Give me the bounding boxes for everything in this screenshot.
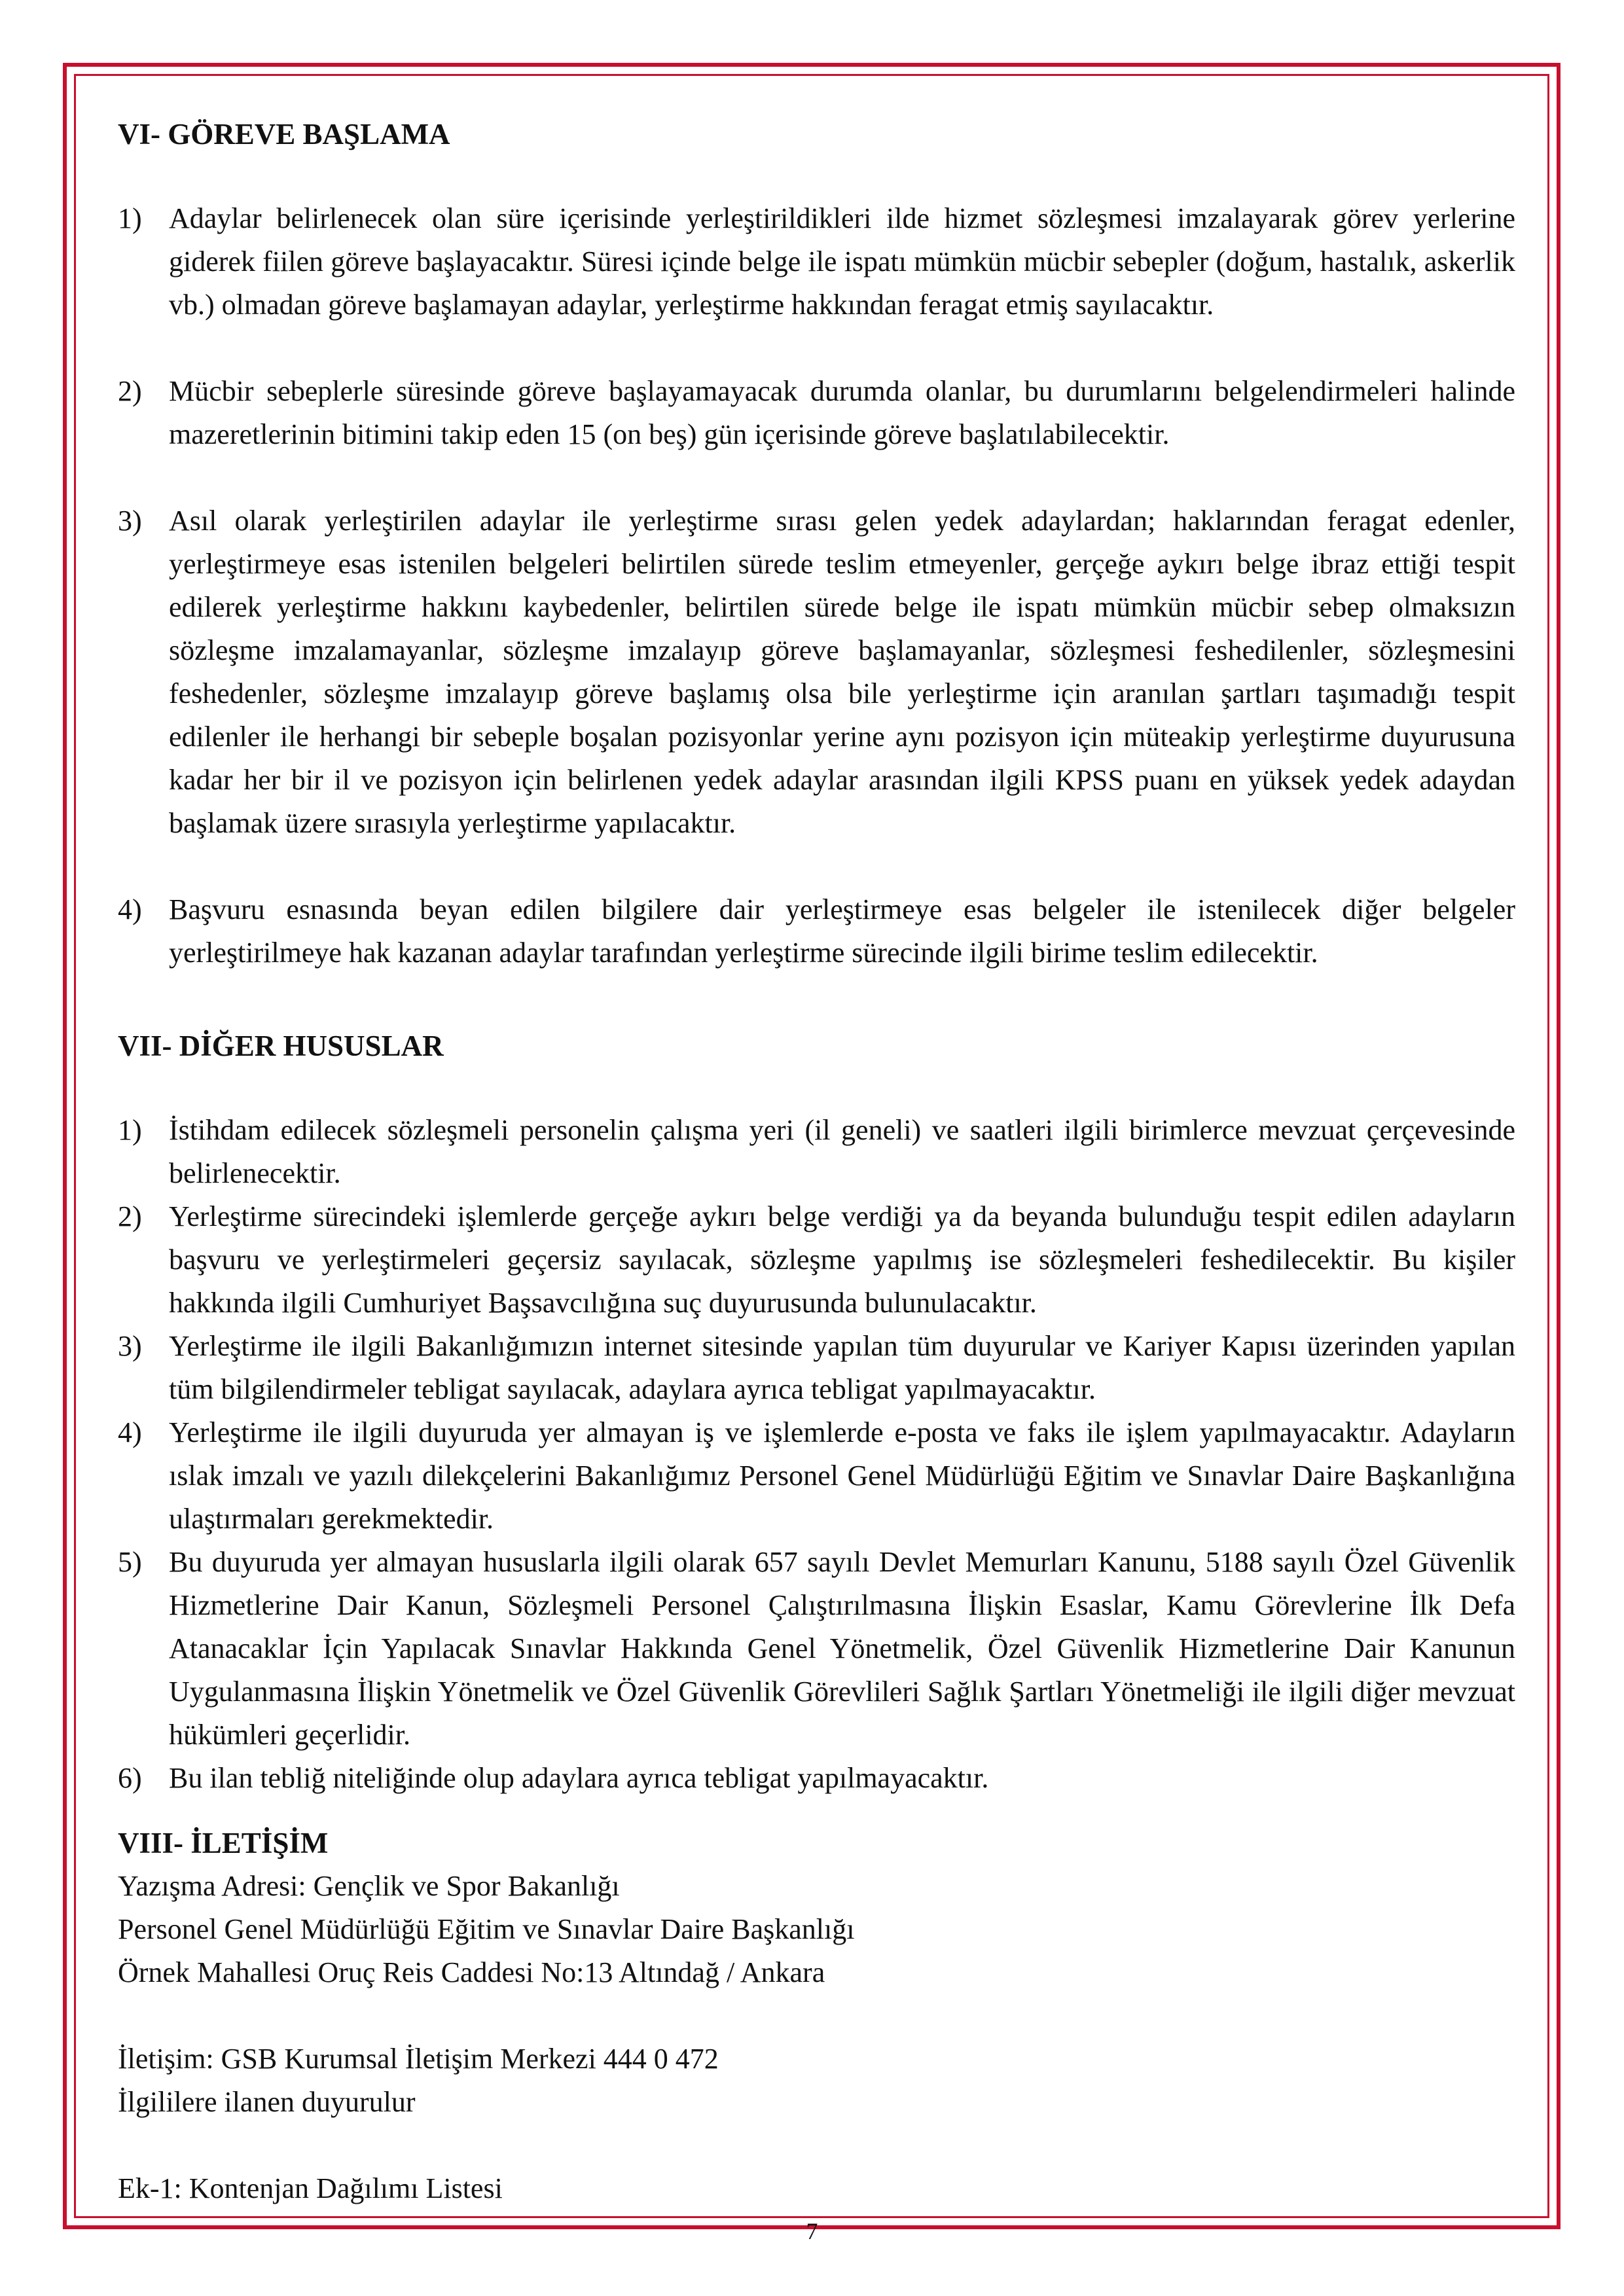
item-number: 5)	[118, 1546, 142, 1578]
section-7-heading: VII- DİĞER HUSUSLAR	[118, 1030, 444, 1062]
contact-line: İletişim: GSB Kurumsal İletişim Merkezi 444 0 472	[118, 2043, 719, 2075]
section-6-item-2	[118, 370, 1515, 456]
section-6-heading: VI- GÖREVE BAŞLAMA	[118, 118, 450, 151]
item-number: 4)	[118, 893, 142, 925]
section-7-item-1	[118, 1109, 1515, 1195]
item-number: 3)	[118, 1330, 142, 1362]
section-7-item-6	[118, 1757, 1515, 1800]
section-6-item-1	[118, 197, 1515, 327]
address-line-3: Örnek Mahallesi Oruç Reis Caddesi No:13 Altındağ / Ankara	[118, 1956, 825, 1988]
item-number: 3)	[118, 505, 142, 537]
item-text: Bu ilan tebliğ niteliğinde olup adaylara ayrıca tebligat yapılmayacaktır.	[169, 1762, 989, 1794]
section-8-heading: VIII- İLETİŞİM	[118, 1827, 329, 1859]
section-7-item-3	[118, 1325, 1515, 1411]
item-number: 4)	[118, 1416, 142, 1448]
item-number: 6)	[118, 1762, 142, 1794]
annex-line: Ek-1: Kontenjan Dağılımı Listesi	[118, 2172, 503, 2204]
section-7-item-4	[118, 1411, 1515, 1541]
section-7-item-5	[118, 1541, 1515, 1757]
item-text: Mücbir sebeplerle süresinde göreve başlayamayacak durumda olanlar, bu durumlarını belgelendirmeleri halinde mazeretlerinin bitimini takip eden 15 (on beş) gün içerisinde göreve başlatılabilecektir.	[169, 375, 1515, 450]
section-7-item-2	[118, 1195, 1515, 1325]
item-number: 1)	[118, 1114, 142, 1146]
section-6-item-4	[118, 888, 1515, 975]
item-text: Başvuru esnasında beyan edilen bilgilere dair yerleştirmeye esas belgeler ile istenilecek diğer belgeler yerleştirilmeye hak kazanan adaylar tarafından yerleştirme sürecinde ilgili birime teslim edilecektir.	[169, 893, 1515, 969]
item-text: Yerleştirme ile ilgili duyuruda yer almayan iş ve işlemlerde e-posta ve faks ile işlem yapılmayacaktır. Adayların ıslak imzalı ve yazılı dilekçelerini Bakanlığımız Personel Genel Müdürlüğü Eğitim ve Sınavlar Daire Başkanlığına ulaştırmaları gerekmektedir.	[169, 1416, 1515, 1535]
item-number: 1)	[118, 202, 142, 234]
item-text: Bu duyuruda yer almayan hususlarla ilgili olarak 657 sayılı Devlet Memurları Kanunu, 5188 sayılı Özel Güvenlik Hizmetlerine Dair Kanun, Sözleşmeli Personel Çalıştırılmasına İlişkin Esaslar, Kamu Görevlerine İlk Defa Atanacaklar İçin Yapılacak Sınavlar Hakkında Genel Yönetmelik, Özel Güvenlik Hizmetlerine Dair Kanunun Uygulanmasına İlişkin Yönetmelik ve Özel Güvenlik Görevlileri Sağlık Şartları Yönetmeliği ile ilgili diğer mevzuat hükümleri geçerlidir.	[169, 1546, 1515, 1751]
address-line-1: Yazışma Adresi: Gençlik ve Spor Bakanlığı	[118, 1870, 620, 1902]
item-text: İstihdam edilecek sözleşmeli personelin çalışma yeri (il geneli) ve saatleri ilgili birimlerce mevzuat çerçevesinde belirlenecektir.	[169, 1114, 1515, 1189]
item-number: 2)	[118, 375, 142, 407]
item-text: Adaylar belirlenecek olan süre içerisinde yerleştirildikleri ilde hizmet sözleşmesi imzalayarak görev yerlerine giderek fiilen göreve başlayacaktır. Süresi içinde belge ile ispatı mümkün mücbir sebepler (doğum, hastalık, askerlik vb.) olmadan göreve başlamayan adaylar, yerleştirme hakkından feragat etmiş sayılacaktır.	[169, 202, 1515, 321]
item-text: Yerleştirme ile ilgili Bakanlığımızın internet sitesinde yapılan tüm duyurular ve Kariyer Kapısı üzerinden yapılan tüm bilgilendirmeler tebligat sayılacak, adaylara ayrıca tebligat yapılmayacaktır.	[169, 1330, 1515, 1405]
page-number: 7	[806, 2218, 818, 2244]
item-text: Yerleştirme sürecindeki işlemlerde gerçeğe aykırı belge verdiği ya da beyanda bulunduğu tespit edilen adayların başvuru ve yerleştirmeleri geçersiz sayılacak, sözleşme yapılmış ise sözleşmeleri feshedilecektir. Bu kişiler hakkında ilgili Cumhuriyet Başsavcılığına suç duyurusunda bulunulacaktır.	[169, 1200, 1515, 1319]
item-text: Asıl olarak yerleştirilen adaylar ile yerleştirme sırası gelen yedek adaylardan; haklarından feragat edenler, yerleştirmeye esas istenilen belgeleri belirtilen sürede teslim etmeyenler, gerçeğe aykırı belge ibraz ettiği tespit edilerek yerleştirme hakkını kaybedenler, belirtilen sürede belge ile ispatı mümkün mücbir sebep olmaksızın sözleşme imzalamayanlar, sözleşme imzalayıp göreve başlamayanlar, sözleşmesi feshedilenler, sözleşmesini feshedenler, sözleşme imzalayıp göreve başlamış olsa bile yerleştirme için aranılan şartları taşımadığı tespit edilenler ile herhangi bir sebeple boşalan pozisyonlar yerine aynı pozisyon için müteakip yerleştirme duyurusuna kadar her bir il ve pozisyon için belirlenen yedek adaylar arasından ilgili KPSS puanı en yüksek yedek adaydan başlamak üzere sırasıyla yerleştirme yapılacaktır.	[169, 505, 1515, 839]
address-line-2: Personel Genel Müdürlüğü Eğitim ve Sınavlar Daire Başkanlığı	[118, 1913, 855, 1945]
section-6-item-3	[118, 499, 1515, 845]
announcement-line: İlgililere ilanen duyurulur	[118, 2086, 416, 2118]
item-number: 2)	[118, 1200, 142, 1232]
